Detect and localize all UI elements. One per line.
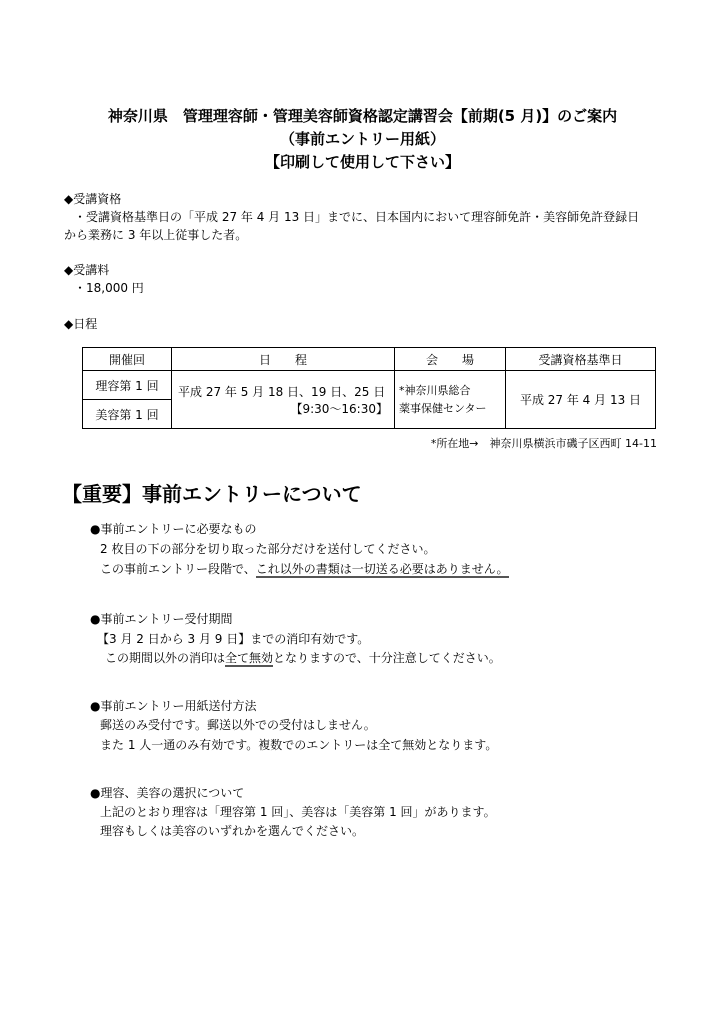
fee-value: ・18,000 円 — [74, 281, 144, 295]
header-venue: 会 場 — [395, 348, 506, 371]
section-period-line-1: 【3 月 2 日から 3 月 9 日】までの消印有効です。 — [97, 632, 370, 646]
section-period-line-2 — [105, 649, 501, 668]
venue-line-2: 薬事保健センター — [399, 401, 487, 415]
schedule-dates: 平成 27 年 5 月 18 日、19 日、25 日 — [178, 384, 386, 399]
section-required-heading: ●事前エントリーに必要なもの — [90, 522, 257, 536]
section-period-heading: ●事前エントリー受付期間 — [90, 612, 233, 626]
header-session: 開催回 — [83, 348, 172, 371]
fee-heading: ◆受講料 — [64, 263, 110, 277]
print-instruction: 【印刷して使用して下さい】 — [264, 153, 460, 171]
underlined-invalid: 全て無効 — [225, 651, 274, 665]
section-required-line-1: 2 枚目の下の部分を切り取った部分だけを送付してください。 — [100, 542, 436, 556]
section-choice-line-1: 上記のとおり理容は「理容第 1 回」、美容は「美容第 1 回」があります。 — [100, 805, 496, 819]
table-row — [83, 371, 656, 400]
schedule-dates-cell — [172, 371, 395, 429]
schedule-time: 【9:30〜16:30】 — [290, 401, 388, 416]
header-dates: 日 程 — [172, 348, 395, 371]
qualification-line-1: ・受講資格基準日の「平成 27 年 4 月 13 日」までに、日本国内において理容師免許・美容師免許登録日 — [74, 210, 640, 224]
section-method-line-2: また 1 人一通のみ有効です。複数でのエントリーは全て無効となります。 — [100, 738, 498, 752]
schedule-header-row — [83, 348, 656, 371]
section-choice-heading: ●理容、美容の選択について — [90, 786, 245, 800]
document-title: 神奈川県 管理理容師・管理美容師資格認定講習会【前期(5 月)】のご案内 — [107, 107, 618, 125]
qualification-heading: ◆受講資格 — [64, 192, 122, 206]
section-method-heading: ●事前エントリー用紙送付方法 — [90, 699, 257, 713]
document-subtitle: （事前エントリー用紙） — [279, 130, 445, 148]
section-required-line-2-pre: この事前エントリー段階で、 — [100, 562, 256, 576]
section-period-line-2-pre: この期間以外の消印は — [105, 651, 226, 665]
section-required-line-2 — [100, 560, 509, 579]
schedule-heading: ◆日程 — [64, 317, 98, 331]
section-choice-line-2: 理容もしくは美容のいずれかを選んでください。 — [100, 824, 365, 838]
underlined-warning: これ以外の書類は一切送る必要はありません。 — [255, 562, 509, 576]
base-date: 平成 27 年 4 月 13 日 — [506, 371, 656, 429]
venue-line-1: *神奈川県総合 — [399, 383, 471, 397]
qualification-line-2: から業務に 3 年以上従事した者。 — [64, 228, 248, 242]
session-barber: 理容第 1 回 — [83, 371, 172, 400]
important-heading: 【重要】事前エントリーについて — [62, 482, 362, 506]
session-beauty: 美容第 1 回 — [83, 400, 172, 429]
section-period-line-2-post: となりますので、十分注意してください。 — [273, 651, 501, 665]
venue-cell — [395, 371, 506, 429]
schedule-table — [82, 347, 656, 429]
address-note: *所在地→ 神奈川県横浜市磯子区西町 14-11 — [430, 437, 657, 450]
header-base-date: 受講資格基準日 — [506, 348, 656, 371]
section-method-line-1: 郵送のみ受付です。郵送以外での受付はしません。 — [100, 718, 376, 732]
